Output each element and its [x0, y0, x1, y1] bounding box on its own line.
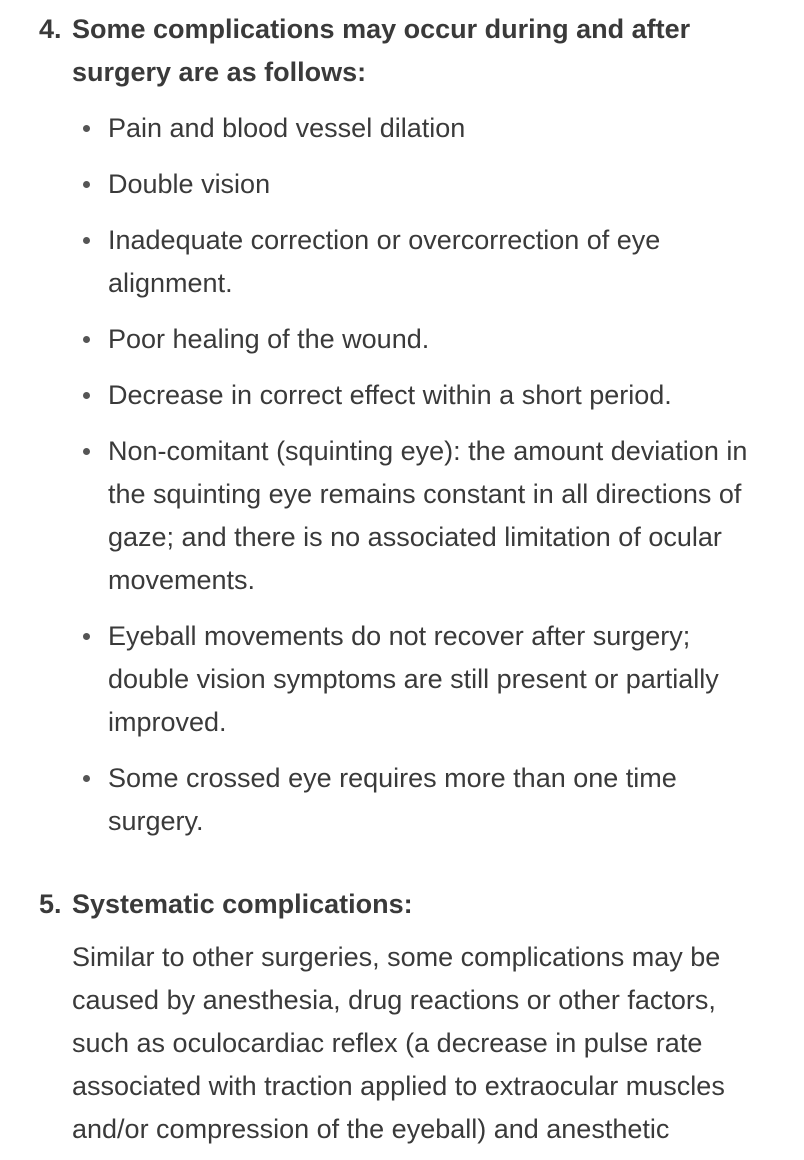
- section-paragraph: Similar to other surgeries, some complications may be caused by anesthesia, drug reactions or other factors, such as oculocardiac reflex (a decrease in pulse rate associated with traction applied to extraocular muscles and/or compression of the eyeball) and anesthetic: [72, 942, 725, 1144]
- bullet-icon: [83, 336, 90, 343]
- bullet-icon: [83, 237, 90, 244]
- list-item: Some crossed eye requires more than one time surgery.: [108, 757, 768, 843]
- section-5: [0, 883, 804, 1151]
- bullet-icon: [83, 125, 90, 132]
- section-number: 4.: [39, 14, 62, 44]
- list-item: Pain and blood vessel dilation: [108, 107, 768, 150]
- bullet-icon: [83, 633, 90, 640]
- list-item: Eyeball movements do not recover after surgery; double vision symptoms are still present or partially improved.: [108, 615, 768, 744]
- section-title: Some complications may occur during and after surgery are as follows:: [72, 14, 691, 87]
- list-item: Poor healing of the wound.: [108, 318, 768, 361]
- section-number: 5.: [39, 889, 62, 919]
- list-item: Non-comitant (squinting eye): the amount deviation in the squinting eye remains constant in all directions of gaze; and there is no associated limitation of ocular movements.: [108, 430, 768, 602]
- list-item: Decrease in correct effect within a short period.: [108, 374, 768, 417]
- bullet-icon: [83, 448, 90, 455]
- bullet-icon: [83, 775, 90, 782]
- list-item: Double vision: [108, 163, 768, 206]
- section-4: [0, 8, 804, 856]
- bullet-icon: [83, 392, 90, 399]
- section-title: Systematic complications:: [72, 889, 413, 919]
- complications-list: [0, 107, 804, 843]
- list-item: Inadequate correction or overcorrection of eye alignment.: [108, 219, 768, 305]
- bullet-icon: [83, 181, 90, 188]
